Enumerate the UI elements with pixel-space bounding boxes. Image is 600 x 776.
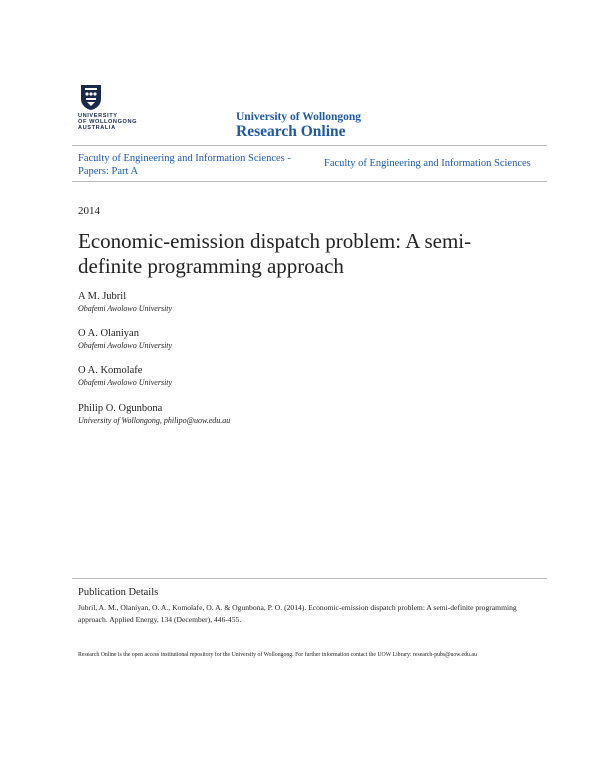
author-entry: [78, 402, 230, 426]
repository-name[interactable]: Research Online: [236, 123, 346, 140]
author-entry: [78, 364, 172, 388]
author-name: A M. Jubril: [78, 291, 127, 302]
logo-line: OF WOLLONGONG: [78, 119, 138, 125]
repository-footer: Research Online is the open access institutional repository for the University of Wollongong. For further information contact the UOW Library: research-pubs@uow.edu.au: [78, 652, 477, 658]
publication-citation: Jubril, A. M., Olaniyan, O. A., Komolafe, O. A. & Ogunbona, P. O. (2014). Economic-emission dispatch problem: A semi-definite programming approach. Applied Energy, 134 (December), 446-455.: [78, 603, 517, 624]
author-name: O A. Komolafe: [78, 365, 143, 376]
breadcrumb-faculty-link[interactable]: Faculty of Engineering and Information Sciences: [324, 158, 531, 169]
author-entry: [78, 290, 172, 314]
university-crest-icon: [80, 84, 102, 111]
logo-wordmark: [78, 113, 137, 131]
university-name[interactable]: University of Wollongong: [236, 111, 362, 123]
breadcrumb-collection-link[interactable]: Faculty of Engineering and Information Sciences - Papers: Part A: [78, 153, 291, 177]
author-affiliation: Obafemi Awolowo University: [78, 341, 173, 350]
logo-line: UNIVERSITY: [78, 113, 118, 119]
section-divider: [72, 578, 547, 579]
author-affiliation: University of Wollongong, philipo@uow.edu.au: [78, 416, 231, 425]
author-affiliation: Obafemi Awolowo University: [78, 304, 173, 313]
breadcrumb: [72, 145, 547, 182]
university-logo: [78, 84, 148, 136]
publication-year: 2014: [78, 205, 100, 217]
author-affiliation: Obafemi Awolowo University: [78, 378, 173, 387]
publication-details-heading: Publication Details: [78, 587, 159, 598]
author-entry: [78, 327, 172, 351]
author-name: Philip O. Ogunbona: [78, 403, 163, 414]
author-name: O A. Olaniyan: [78, 328, 139, 339]
paper-title: Economic-emission dispatch problem: A semi-definite programming approach: [78, 229, 472, 278]
logo-line: AUSTRALIA: [78, 125, 116, 131]
